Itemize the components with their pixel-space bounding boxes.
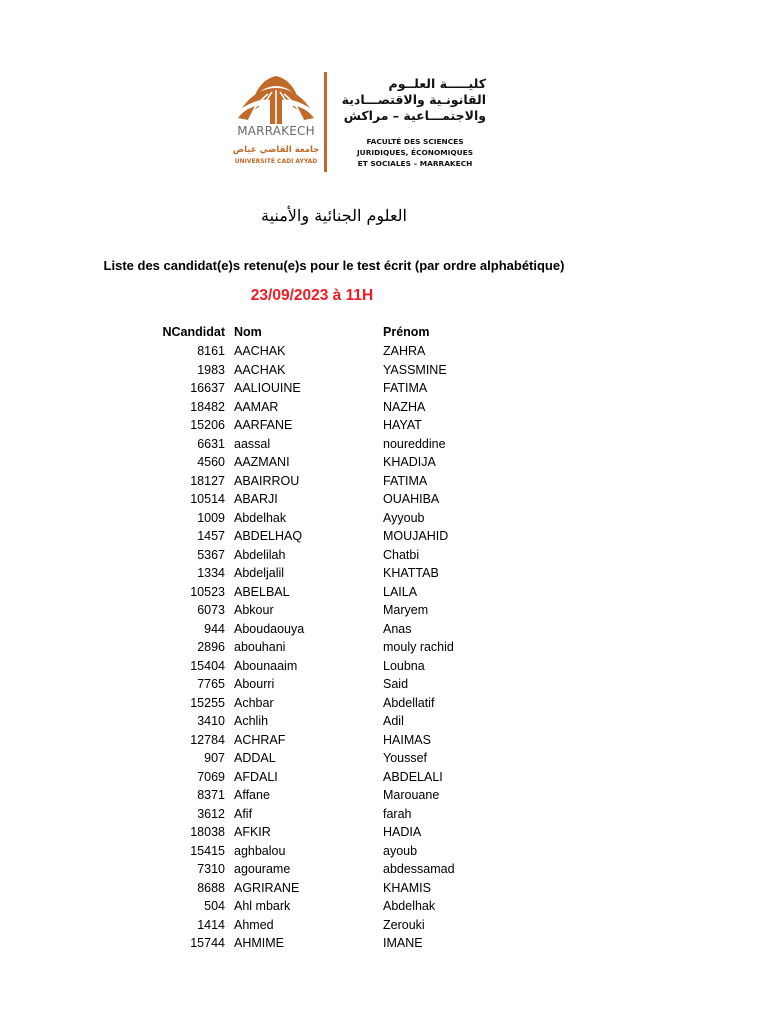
candidate-last-name: AARFANE: [234, 418, 293, 432]
candidate-last-name: Abdelilah: [234, 547, 286, 562]
candidate-first-name: Ayyoub: [383, 510, 425, 525]
candidate-first-name: HADIA: [383, 825, 422, 839]
candidate-last-name: agourame: [234, 862, 291, 876]
candidate-number: 18127: [190, 473, 225, 488]
table-row: [0, 602, 768, 621]
candidate-last-name: Ahmed: [234, 917, 274, 932]
candidate-first-name: Adil: [383, 714, 404, 728]
candidate-first-name: HAYAT: [383, 418, 422, 432]
candidate-first-name: KHADIJA: [383, 455, 436, 469]
palm-emblem-icon: [232, 70, 320, 126]
candidate-number: 15206: [190, 418, 225, 432]
candidate-first-name: HAIMAS: [383, 732, 431, 747]
candidate-first-name: Chatbi: [383, 547, 420, 562]
candidate-first-name: IMANE: [383, 936, 423, 950]
candidate-first-name: Zerouki: [383, 917, 425, 932]
table-row: [0, 824, 768, 843]
table-row: [0, 750, 768, 769]
table-row: [0, 713, 768, 732]
candidate-first-name: mouly rachid: [383, 640, 454, 654]
candidate-number: 1983: [197, 362, 225, 377]
candidate-number: 7069: [197, 769, 225, 784]
candidate-first-name: Marouane: [383, 788, 440, 802]
table-row: [0, 436, 768, 455]
candidate-first-name: YASSMINE: [383, 362, 447, 377]
candidate-number: 15404: [190, 658, 225, 673]
candidate-last-name: ABAIRROU: [234, 473, 300, 488]
table-row: [0, 510, 768, 529]
candidate-last-name: Aboudaouya: [234, 621, 305, 636]
table-row: [0, 547, 768, 566]
table-row: [0, 621, 768, 640]
candidate-first-name: NAZHA: [383, 399, 426, 414]
candidate-number: 1457: [197, 529, 225, 543]
table-row: [0, 380, 768, 399]
table-row: [0, 935, 768, 954]
table-row: [0, 417, 768, 436]
candidate-first-name: Maryem: [383, 603, 429, 617]
candidate-number: 944: [204, 621, 225, 636]
candidate-first-name: Abdelhak: [383, 899, 436, 913]
table-row: [0, 473, 768, 492]
candidate-number: 15744: [190, 936, 225, 950]
candidate-last-name: Ahl mbark: [234, 899, 291, 913]
candidate-last-name: ABELBAL: [234, 584, 290, 599]
candidate-last-name: AAMAR: [234, 399, 279, 414]
table-row: [0, 695, 768, 714]
candidate-number: 18482: [190, 399, 225, 414]
candidate-number: 6073: [197, 603, 225, 617]
faculty-french-line: FACULTÉ DES SCIENCES: [366, 137, 464, 146]
candidate-last-name: AACHAK: [234, 344, 286, 358]
candidate-last-name: Abdelhak: [234, 510, 287, 525]
candidate-first-name: KHATTAB: [383, 566, 439, 580]
faculty-arabic-line: والاجتمـــاعية – مراكش: [343, 108, 486, 123]
table-row: [0, 399, 768, 418]
candidate-last-name: Affane: [234, 788, 270, 802]
candidate-last-name: AACHAK: [234, 362, 286, 377]
candidate-number: 5367: [197, 547, 225, 562]
candidate-first-name: ABDELALI: [383, 769, 443, 784]
program-title-arabic: العلوم الجنائية والأمنية: [261, 206, 407, 225]
faculty-logo: [232, 70, 492, 176]
table-row: [0, 454, 768, 473]
candidate-number: 10514: [190, 492, 225, 506]
table-row: [0, 861, 768, 880]
table-row: [0, 843, 768, 862]
candidate-table: [0, 343, 768, 954]
candidate-last-name: Afif: [234, 806, 253, 821]
candidate-number: 8688: [197, 880, 225, 895]
candidate-first-name: Anas: [383, 621, 412, 636]
header-nom: Nom: [234, 325, 262, 339]
table-row: [0, 639, 768, 658]
candidate-last-name: Abourri: [234, 677, 275, 691]
table-row: [0, 528, 768, 547]
candidate-number: 12784: [190, 732, 225, 747]
list-title: Liste des candidat(e)s retenu(e)s pour le test écrit (par ordre alphabétique): [103, 258, 565, 273]
table-row: [0, 769, 768, 788]
table-row: [0, 343, 768, 362]
candidate-first-name: KHAMIS: [383, 880, 431, 895]
candidate-last-name: Abounaaim: [234, 658, 298, 673]
candidate-number: 15255: [190, 695, 225, 710]
candidate-last-name: aassal: [234, 436, 271, 451]
candidate-last-name: AFDALI: [234, 769, 278, 784]
candidate-number: 3612: [197, 806, 225, 821]
header-prenom: Prénom: [383, 325, 430, 339]
table-row: [0, 565, 768, 584]
candidate-last-name: AAZMANI: [234, 455, 290, 469]
logo-divider: [324, 72, 327, 172]
candidate-first-name: OUAHIBA: [383, 492, 440, 506]
candidate-number: 7765: [197, 677, 225, 691]
candidate-number: 1009: [197, 510, 225, 525]
faculty-french-line: JURIDIQUES, ÉCONOMIQUES: [356, 148, 474, 157]
table-row: [0, 806, 768, 825]
candidate-number: 1414: [197, 917, 225, 932]
candidate-last-name: Achlih: [234, 714, 269, 728]
header-ncandidat: NCandidat: [162, 325, 225, 339]
candidate-number: 1334: [197, 566, 225, 580]
candidate-last-name: Abkour: [234, 603, 274, 617]
candidate-last-name: ACHRAF: [234, 732, 286, 747]
candidate-last-name: ABDELHAQ: [234, 529, 303, 543]
candidate-last-name: AFKIR: [234, 825, 271, 839]
table-row: [0, 658, 768, 677]
table-row: [0, 917, 768, 936]
faculty-french-line: ET SOCIALES – MARRAKECH: [357, 159, 473, 168]
candidate-number: 10523: [190, 584, 225, 599]
candidate-last-name: Achbar: [234, 695, 274, 710]
candidate-number: 6631: [197, 436, 225, 451]
candidate-number: 2896: [197, 640, 225, 654]
candidate-number: 16637: [190, 381, 225, 395]
table-row: [0, 362, 768, 381]
exam-date: 23/09/2023 à 11H: [250, 287, 374, 304]
candidate-number: 504: [204, 899, 225, 913]
candidate-last-name: aghbalou: [234, 843, 286, 858]
table-row: [0, 787, 768, 806]
table-row: [0, 880, 768, 899]
university-name-arabic: جامعة القاضي عياض: [232, 145, 320, 155]
faculty-arabic-line: القانونـية والاقتصـــادية: [341, 92, 486, 107]
table-row: [0, 584, 768, 603]
candidate-last-name: AGRIRANE: [234, 880, 300, 895]
candidate-number: 7310: [197, 862, 225, 876]
university-name-french: UNIVERSITÉ CADI AYYAD: [234, 158, 318, 165]
candidate-last-name: ADDAL: [234, 751, 276, 765]
table-row: [0, 676, 768, 695]
candidate-first-name: farah: [383, 806, 412, 821]
candidate-first-name: Abdellatif: [383, 695, 435, 710]
candidate-first-name: Said: [383, 677, 409, 691]
candidate-first-name: noureddine: [383, 436, 446, 451]
candidate-number: 4560: [197, 455, 225, 469]
table-row: [0, 491, 768, 510]
faculty-arabic-line: كليـــــة العلــوم: [388, 76, 486, 91]
candidate-number: 8161: [197, 344, 225, 358]
candidate-first-name: FATIMA: [383, 381, 428, 395]
candidate-first-name: FATIMA: [383, 473, 428, 488]
candidate-number: 907: [204, 751, 225, 765]
candidate-last-name: AALIOUINE: [234, 381, 301, 395]
candidate-first-name: Youssef: [383, 751, 428, 765]
candidate-last-name: abouhani: [234, 640, 286, 654]
candidate-first-name: LAILA: [383, 584, 418, 599]
table-row: [0, 898, 768, 917]
candidate-last-name: AHMIME: [234, 936, 284, 950]
candidate-number: 18038: [190, 825, 225, 839]
faculty-name-french: [340, 136, 490, 169]
candidate-last-name: Abdeljalil: [234, 566, 285, 580]
table-header: [0, 325, 768, 343]
candidate-first-name: ayoub: [383, 843, 418, 858]
candidate-first-name: Loubna: [383, 658, 425, 673]
faculty-name-arabic: [332, 76, 486, 124]
logo-emblem: [232, 70, 320, 176]
candidate-first-name: abdessamad: [383, 862, 455, 876]
candidate-number: 8371: [197, 788, 225, 802]
candidate-number: 15415: [190, 843, 225, 858]
candidate-first-name: ZAHRA: [383, 344, 426, 358]
candidate-first-name: MOUJAHID: [383, 529, 449, 543]
candidate-number: 3410: [197, 714, 225, 728]
candidate-last-name: ABARJI: [234, 492, 278, 506]
table-row: [0, 732, 768, 751]
logo-wordmark: MARRAKECH: [237, 124, 315, 138]
